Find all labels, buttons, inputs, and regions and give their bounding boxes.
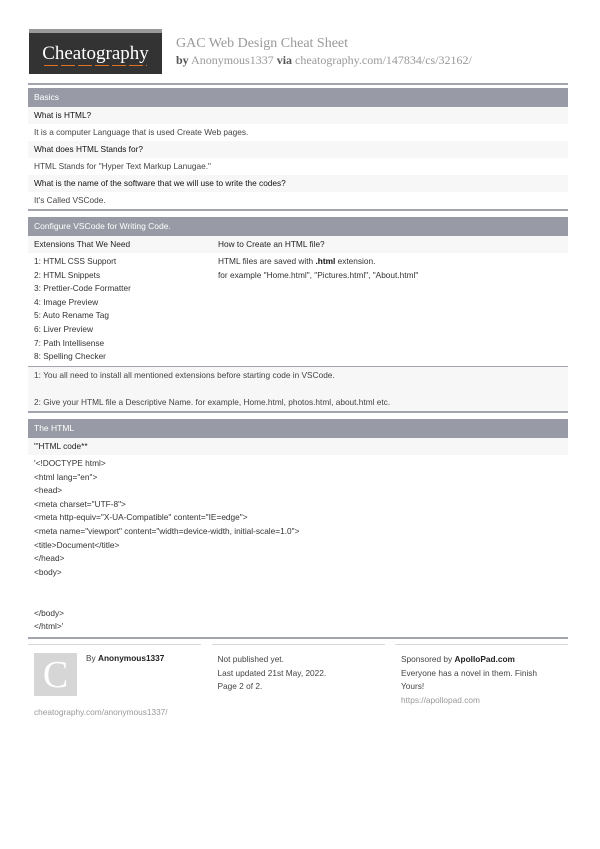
section-basics xyxy=(28,88,568,211)
text-fragment: extension. xyxy=(335,256,376,266)
last-updated: Last updated 21st May, 2022. xyxy=(217,667,327,678)
question-row: What is HTML? xyxy=(28,107,568,124)
column-heading: How to Create an HTML file? xyxy=(212,236,568,253)
section-title: The HTML xyxy=(28,419,568,438)
author-link[interactable]: Anonymous1337 xyxy=(191,53,274,67)
code-line: '<!DOCTYPE html> xyxy=(34,458,106,468)
author-avatar[interactable]: C xyxy=(34,653,77,696)
page-number: Page 2 of 2. xyxy=(217,681,263,692)
footer xyxy=(28,644,568,717)
cheatography-logo[interactable] xyxy=(29,29,162,74)
extension-item: 1: HTML CSS Support xyxy=(34,256,117,266)
footer-sponsor-column xyxy=(395,644,568,717)
section-configure-vscode xyxy=(28,217,568,413)
extension-item: 2: HTML Snippets xyxy=(34,269,101,280)
code-line: <body> xyxy=(34,566,62,577)
question-row: What does HTML Stands for? xyxy=(28,141,568,158)
section-the-html xyxy=(28,419,568,639)
sponsor-link[interactable]: ApolloPad.com xyxy=(454,654,515,664)
sheet-byline xyxy=(176,53,472,68)
author-name-link[interactable]: Anonymous1337 xyxy=(98,653,165,663)
create-file-column xyxy=(212,236,568,364)
sheet-url-link[interactable]: cheatography.com/147834/cs/32162/ xyxy=(295,53,472,67)
answer-row: It is a computer Language that is used Create Web pages. xyxy=(34,127,249,137)
extension-item: 6: Liver Preview xyxy=(34,323,94,334)
footer-info-column xyxy=(212,644,385,717)
column-heading: Extensions That We Need xyxy=(28,236,212,253)
sheet-title: GAC Web Design Cheat Sheet xyxy=(176,36,349,51)
author-byline xyxy=(86,653,164,663)
header-divider xyxy=(28,83,568,85)
section-divider xyxy=(28,209,568,211)
code-line: <title>Document</title> xyxy=(34,539,120,550)
note-item: 1: You all need to install all mentioned extensions before starting code in VSCode. xyxy=(34,369,335,380)
code-line: <meta charset="UTF-8"> xyxy=(34,498,126,509)
extension-item: 5: Auto Rename Tag xyxy=(34,310,110,321)
code-line: </html>' xyxy=(34,621,64,632)
code-line: <meta name="viewport" content="width=device-width, initial-scale=1.0"> xyxy=(34,525,300,536)
author-profile-link[interactable]: cheatography.com/anonymous1337/ xyxy=(34,707,168,717)
section-divider xyxy=(28,637,568,639)
sponsor-url-link[interactable]: https://apollopad.com xyxy=(401,694,480,705)
answer-row: It's Called VSCode. xyxy=(34,195,106,205)
extension-item: 8: Spelling Checker xyxy=(34,351,106,362)
extension-item: 3: Prettier-Code Formatter xyxy=(34,283,131,294)
answer-row: HTML Stands for "Hyper Text Markup Lanugae." xyxy=(34,161,211,171)
code-line: <html lang="en"> xyxy=(34,471,98,482)
code-line: <head> xyxy=(34,485,63,496)
code-line: </head> xyxy=(34,553,65,564)
code-line xyxy=(28,593,568,607)
logo-text: Cheatography xyxy=(42,42,149,64)
code-line xyxy=(28,579,568,593)
two-column-table xyxy=(28,236,568,364)
by-label: By xyxy=(86,653,96,663)
sponsored-label: Sponsored by xyxy=(401,654,453,664)
by-label: by xyxy=(176,53,189,67)
text-fragment: HTML files are saved with xyxy=(218,256,316,266)
code-subheading: "'HTML code** xyxy=(28,438,568,455)
footer-author-column xyxy=(28,644,201,717)
section-title: Configure VSCode for Writing Code. xyxy=(28,217,568,236)
notes-block xyxy=(28,367,568,412)
create-file-example: for example "Home.html", "Pictures.html", "About.html" xyxy=(218,269,419,280)
sponsor-line xyxy=(395,653,568,667)
code-block xyxy=(28,455,568,634)
section-title: Basics xyxy=(28,88,568,107)
sponsor-tagline: Yours! xyxy=(401,681,425,692)
extension-item: 4: Image Preview xyxy=(34,296,99,307)
html-extension-bold: .html xyxy=(315,256,336,266)
code-line: </body> xyxy=(34,607,64,618)
code-line: <meta http-equiv="X-UA-Compatible" content="IE=edge"> xyxy=(34,512,248,523)
published-status: Not published yet. xyxy=(217,654,284,664)
extension-item: 7: Path Intellisense xyxy=(34,337,105,348)
create-file-text xyxy=(212,255,568,269)
section-divider xyxy=(28,411,568,413)
via-label: via xyxy=(276,53,293,67)
question-row: What is the name of the software that we will use to write the codes? xyxy=(28,175,568,192)
note-item: 2: Give your HTML file a Descriptive Name. for example, Home.html, photos.html, about.html etc. xyxy=(34,396,391,407)
sponsor-tagline: Everyone has a novel in them. Finish xyxy=(401,667,538,678)
extensions-column xyxy=(28,236,212,364)
